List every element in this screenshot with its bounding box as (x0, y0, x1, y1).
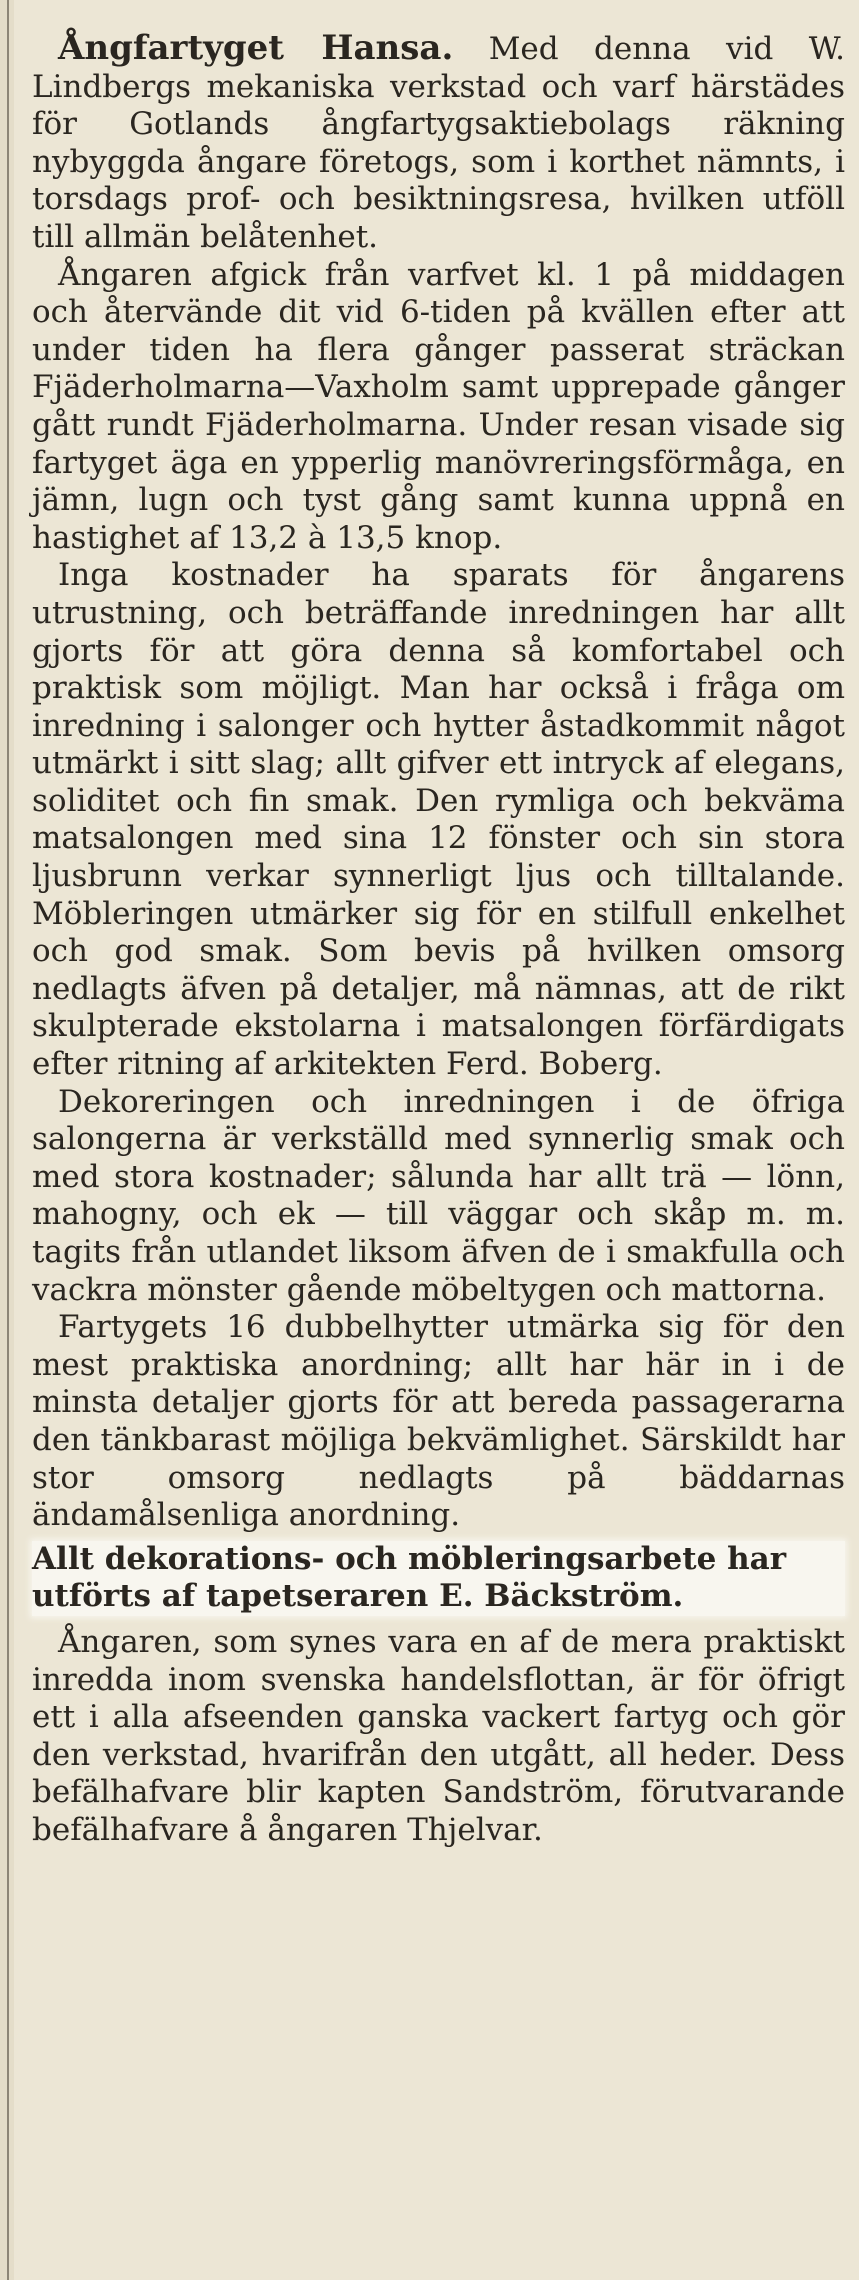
clipping-edge-rule (7, 0, 9, 2280)
highlighted-line-1: Allt dekorations- och möbleringsarbete har (32, 1540, 787, 1577)
highlighted-line-2: utförts af tapetseraren E. Bäckström. (32, 1578, 684, 1615)
newspaper-clipping (14, 0, 859, 2280)
paragraph-4: Dekoreringen och inredningen i de öfriga salongerna är verkställd med synnerlig smak och med stora kostnader; sålunda har allt trä — lönn, mahogny, och ek — till väggar och skåp m. m. tagits från utlandet liksom äfven de i smakfulla och vackra mönster gående möbeltygen och mattorna. (32, 1083, 845, 1308)
paragraph-2: Ångaren afgick från varfvet kl. 1 på middagen och återvände dit vid 6-tiden på kvällen efter att under tiden ha flera gånger passerat sträckan Fjäderholmarna—Vaxholm samt upprepade gånger gått rundt Fjäderholmarna. Under resan visade sig fartyget äga en ypperlig manövreringsförmåga, en jämn, lugn och tyst gång samt kunna uppnå en hastighet af 13,2 à 13,5 knop. (32, 256, 845, 556)
paragraph-1-text: Med denna vid W. Lindbergs mekaniska verkstad och varf härstädes för Gotlands ångfartygsaktiebolags räkning nybyggda ångare företogs, som i korthet nämnts, i torsdags prof- och besiktningsresa, hvilken utföll till allmän belåtenhet. (32, 31, 845, 255)
paragraph-5: Fartygets 16 dubbelhytter utmärka sig för den mest praktiska anordning; allt har här in i de minsta detaljer gjorts för att bereda passagerarna den tänkbarast möjliga bekvämlighet. Särskildt har stor omsorg nedlagts på bäddarnas ändamålsenliga anordning. (32, 1309, 845, 1534)
paragraph-1 (32, 30, 845, 257)
article-headline: Ångfartyget Hansa. (58, 28, 454, 68)
highlighted-credit (32, 1541, 845, 1616)
paragraph-3: Inga kostnader ha sparats för ångarens utrustning, och beträffande inredningen har allt gjorts för att göra denna så komfortabel och praktisk som möjligt. Man har också i fråga om inredning i salonger och hytter åstadkommit något utmärkt i sitt slag; allt gifver ett intryck af elegans, soliditet och fin smak. Den rymliga och bekväma matsalongen med sina 12 fönster och sin stora ljusbrunn verkar synnerligt ljus och tilltalande. Möbleringen utmärker sig för en stilfull enkelhet och god smak. Som bevis på hvilken omsorg nedlagts äfven på detaljer, må nämnas, att de rikt skulpterade ekstolarna i matsalongen förfärdigats efter ritning af arkitekten Ferd. Boberg. (32, 557, 845, 1083)
paragraph-closing: Ångaren, som synes vara en af de mera praktiskt inredda inom svenska handelsflottan, är för öfrigt ett i alla afseenden ganska vackert fartyg och gör den verkstad, hvarifrån den utgått, all heder. Dess befälhafvare blir kapten Sandström, förutvarande befälhafvare å ångaren Thjelvar. (32, 1623, 845, 1848)
